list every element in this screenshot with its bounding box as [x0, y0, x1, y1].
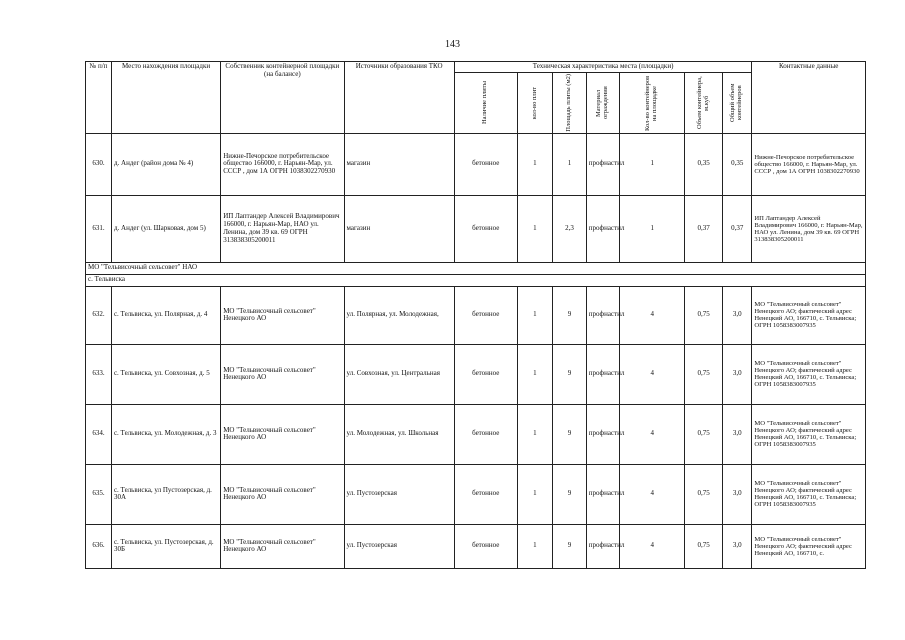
cell-total: 0,35: [723, 133, 752, 195]
sub-header-fence: Материал ограждения: [595, 86, 610, 120]
table-row: [86, 404, 866, 464]
cell-plates: 1: [517, 464, 553, 524]
sub-header-plate: Наличие плиты: [481, 81, 489, 125]
table-row: [86, 344, 866, 404]
cell-total: 0,37: [723, 195, 752, 262]
sub-header-plates: кол-во плит: [530, 86, 538, 119]
cell-num: 631.: [86, 195, 112, 262]
header-row: [86, 62, 866, 73]
cell-total: 3,0: [723, 524, 752, 568]
cell-num: 630.: [86, 133, 112, 195]
cell-plate: бетонное: [454, 344, 517, 404]
cell-fence: профнастил: [586, 344, 620, 404]
cell-owner: МО "Тельвисочный сельсовет" Ненецкого АО: [221, 464, 344, 524]
col-source-header: Источники образования ТКО: [344, 62, 454, 134]
cell-volume: 0,75: [685, 464, 723, 524]
cell-area: 2,3: [553, 195, 587, 262]
cell-volume: 0,37: [685, 195, 723, 262]
cell-fence: профнастил: [586, 195, 620, 262]
cell-plates: 1: [517, 286, 553, 344]
registry-table: [85, 61, 866, 569]
cell-plate: бетонное: [454, 133, 517, 195]
cell-plates: 1: [517, 195, 553, 262]
col-num-header: № п/п: [86, 62, 112, 134]
cell-source: ул. Полярная, ул. Молодежная,: [344, 286, 454, 344]
sub-header-volume: Объем контейнера, м.куб: [695, 76, 710, 130]
cell-contacts: МО "Тельвисочный сельсовет" Ненецкого АО; фактический адрес Ненецкий АО, 166710, с.: [752, 524, 866, 568]
cell-count: 4: [620, 344, 685, 404]
sub-header-count: Кол-во контейнеров на площадке: [644, 75, 659, 131]
cell-plate: бетонное: [454, 195, 517, 262]
cell-source: ул. Молодежная, ул. Школьная: [344, 404, 454, 464]
subsection-row: [86, 274, 866, 286]
table-row: [86, 133, 866, 195]
cell-plate: бетонное: [454, 404, 517, 464]
cell-area: 9: [553, 344, 587, 404]
cell-place: д. Андег (ул. Шарковая, дом 5): [111, 195, 220, 262]
cell-fence: профнастил: [586, 404, 620, 464]
cell-total: 3,0: [723, 464, 752, 524]
cell-owner: ИП Лаптандер Алексей Владимирович 166000, г. Нарьян-Мар, НАО ул. Ленина, дом 39 кв. 69 ОГРН 313838305200011: [221, 195, 344, 262]
sub-header-area: Площадь плиты (м2): [565, 73, 573, 132]
sub-header-total: Общий объем контейнеров: [729, 83, 744, 122]
cell-plate: бетонное: [454, 464, 517, 524]
cell-contacts: МО "Тельвисочный сельсовет" Ненецкого АО; фактический адрес Ненецкий АО, 166710, с. Тельвиска; ОГРН 1058383007935: [752, 404, 866, 464]
cell-fence: профнастил: [586, 133, 620, 195]
col-owner-header: Собственник контейнерной площадки (на балансе): [221, 62, 344, 134]
cell-num: 635.: [86, 464, 112, 524]
col-place-header: Место нахождения площадки: [111, 62, 220, 134]
cell-contacts: ИП Лаптандер Алексей Владимирович 166000, г. Нарьян-Мар, НАО ул. Ленина, дом 39 кв. 69 ОГРН 313838305200011: [752, 195, 866, 262]
cell-source: ул. Пустозерская: [344, 524, 454, 568]
page-number: 143: [445, 39, 460, 50]
subsection-title: с. Тельвиска: [86, 274, 866, 286]
cell-count: 4: [620, 286, 685, 344]
table-row: [86, 464, 866, 524]
cell-num: 636.: [86, 524, 112, 568]
cell-place: с. Тельвиска, ул. Пустозерская, д. 30Б: [111, 524, 220, 568]
cell-plates: 1: [517, 404, 553, 464]
cell-source: ул. Пустозерская: [344, 464, 454, 524]
cell-fence: профнастил: [586, 524, 620, 568]
cell-place: с. Тельвиска, ул. Совхозная, д. 5: [111, 344, 220, 404]
cell-plate: бетонное: [454, 524, 517, 568]
section-title: МО "Тельвисочный сельсовет" НАО: [86, 262, 866, 274]
cell-volume: 0,75: [685, 404, 723, 464]
cell-area: 9: [553, 286, 587, 344]
cell-fence: профнастил: [586, 464, 620, 524]
cell-plates: 1: [517, 344, 553, 404]
cell-num: 633.: [86, 344, 112, 404]
cell-area: 9: [553, 464, 587, 524]
cell-owner: МО "Тельвисочный сельсовет" Ненецкого АО: [221, 524, 344, 568]
cell-owner: Нижне-Печорское потребительское общество 166000, г. Нарьян-Мар, ул. СССР , дом 1А ОГРН 1038302270930: [221, 133, 344, 195]
cell-plates: 1: [517, 524, 553, 568]
section-row: [86, 262, 866, 274]
table-row: [86, 524, 866, 568]
cell-contacts: МО "Тельвисочный сельсовет" Ненецкого АО; фактический адрес Ненецкий АО, 166710, с. Тельвиска; ОГРН 1058383007935: [752, 286, 866, 344]
cell-count: 4: [620, 464, 685, 524]
cell-area: 9: [553, 404, 587, 464]
cell-total: 3,0: [723, 404, 752, 464]
table-row: [86, 286, 866, 344]
cell-contacts: МО "Тельвисочный сельсовет" Ненецкого АО; фактический адрес Ненецкий АО, 166710, с. Тельвиска; ОГРН 1058383007935: [752, 464, 866, 524]
cell-place: с. Тельвиска, ул. Полярная, д. 4: [111, 286, 220, 344]
col-contacts-header: Контактные данные: [752, 62, 866, 134]
table-row: [86, 195, 866, 262]
cell-num: 632.: [86, 286, 112, 344]
cell-count: 4: [620, 404, 685, 464]
cell-owner: МО "Тельвисочный сельсовет" Ненецкого АО: [221, 286, 344, 344]
cell-num: 634.: [86, 404, 112, 464]
cell-contacts: МО "Тельвисочный сельсовет" Ненецкого АО; фактический адрес Ненецкий АО, 166710, с. Тельвиска; ОГРН 1058383007935: [752, 344, 866, 404]
cell-contacts: Нижне-Печорское потребительское общество 166000, г. Нарьян-Мар, ул. СССР , дом 1А ОГРН 1038302270930: [752, 133, 866, 195]
cell-place: с. Тельвиска, ул Пустозерская, д. 30А: [111, 464, 220, 524]
cell-source: магазин: [344, 133, 454, 195]
cell-volume: 0,75: [685, 524, 723, 568]
cell-place: д. Андег (район дома № 4): [111, 133, 220, 195]
cell-count: 1: [620, 195, 685, 262]
cell-fence: профнастил: [586, 286, 620, 344]
cell-area: 9: [553, 524, 587, 568]
cell-volume: 0,35: [685, 133, 723, 195]
col-tech-header: Техническая характеристика места (площадки): [454, 62, 752, 73]
cell-owner: МО "Тельвисочный сельсовет" Ненецкого АО: [221, 344, 344, 404]
cell-source: ул. Совхозная, ул. Центральная: [344, 344, 454, 404]
cell-total: 3,0: [723, 344, 752, 404]
cell-source: магазин: [344, 195, 454, 262]
cell-plates: 1: [517, 133, 553, 195]
cell-volume: 0,75: [685, 286, 723, 344]
cell-count: 1: [620, 133, 685, 195]
cell-total: 3,0: [723, 286, 752, 344]
cell-area: 1: [553, 133, 587, 195]
cell-plate: бетонное: [454, 286, 517, 344]
cell-place: с. Тельвиска, ул. Молодежная, д. 3: [111, 404, 220, 464]
cell-count: 4: [620, 524, 685, 568]
cell-owner: МО "Тельвисочный сельсовет" Ненецкого АО: [221, 404, 344, 464]
cell-volume: 0,75: [685, 344, 723, 404]
